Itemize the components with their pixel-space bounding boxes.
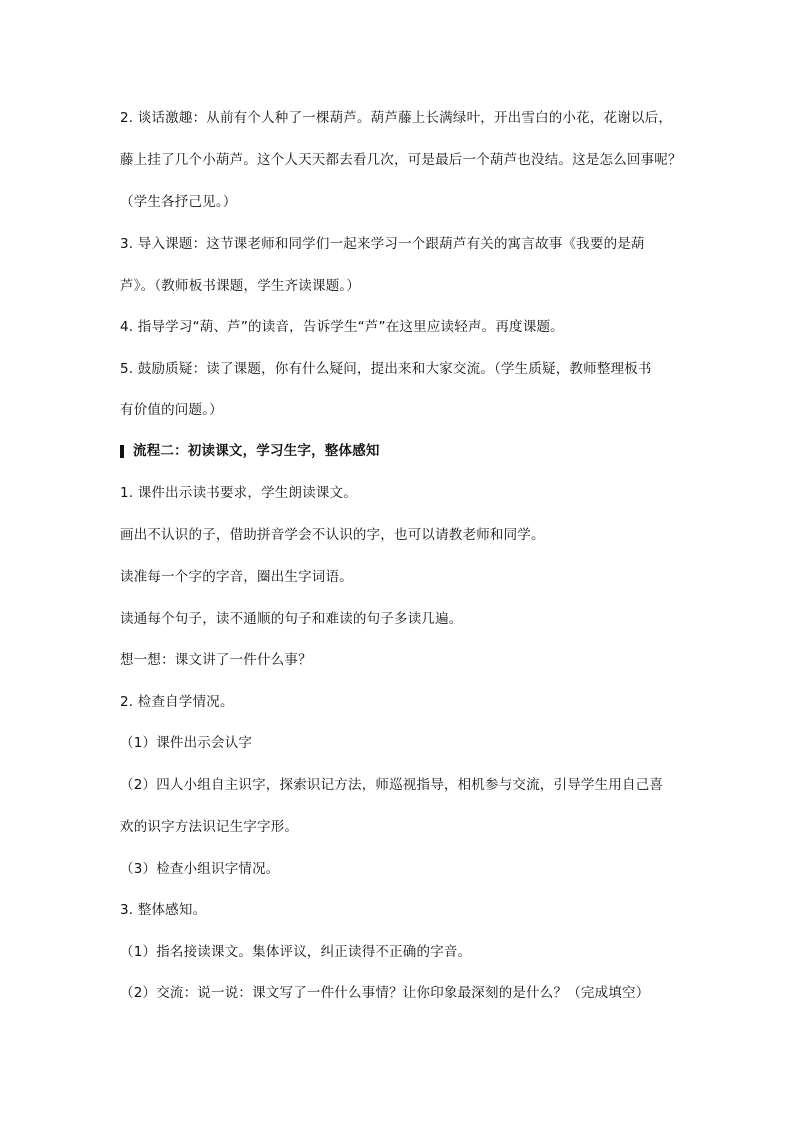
paragraph-line: 欢的识字方法识记生字字形。 — [120, 819, 299, 835]
paragraph-line: 画出不认识的子，借助拼音学会不认识的字，也可以请教老师和同学。 — [120, 527, 545, 543]
paragraph-line: 3. 整体感知。 — [120, 902, 207, 918]
paragraph-line: 有价值的问题。） — [120, 402, 223, 418]
paragraph-line: 想一想：课文讲了一件什么事？ — [120, 652, 312, 668]
paragraph-line: 藤上挂了几个小葫芦。这个人天天都去看几次，可是最后一个葫芦也没结。这是怎么回事呢？ — [120, 152, 682, 168]
section-heading: 流程二：初读课文，学习生字，整体感知 — [133, 443, 380, 459]
paragraph-line: （3）检查小组识字情况。 — [120, 861, 280, 877]
paragraph-line: 1. 课件出示读书要求，学生朗读课文。 — [120, 485, 357, 501]
paragraph-line: 读通每个句子，读不通顺的句子和难读的句子多读几遍。 — [120, 611, 463, 627]
paragraph-line: 3. 导入课题：这节课老师和同学们一起来学习一个跟葫芦有关的寓言故事《我要的是葫 — [120, 236, 645, 252]
paragraph-line: 5. 鼓励质疑：读了课题，你有什么疑问，提出来和大家交流。（学生质疑，教师整理板书 — [120, 361, 652, 377]
section-marker-icon — [120, 445, 124, 458]
paragraph-line: （1）课件出示会认字 — [120, 735, 253, 751]
paragraph-line: 2. 谈话激趣：从前有个人种了一棵葫芦。葫芦藤上长满绿叶，开出雪白的小花，花谢以后， — [120, 110, 673, 126]
paragraph-line: 芦》。（教师板书课题，学生齐读课题。） — [120, 278, 361, 294]
paragraph-line: （2）交流：说一说：课文写了一件什么事情？让你印象最深刻的是什么？（完成填空） — [120, 985, 650, 1001]
paragraph-line: 读准每一个字的字音，圈出生字词语。 — [120, 569, 353, 585]
paragraph-line: （学生各抒己见。） — [120, 194, 237, 210]
paragraph-line: （2）四人小组自主识字，探索识记方法，师巡视指导，相机参与交流，引导学生用自己喜 — [120, 777, 664, 793]
paragraph-line: 2. 检查自学情况。 — [120, 694, 234, 710]
paragraph-line: （1）指名接读课文。集体评议，纠正读得不正确的字音。 — [120, 944, 472, 960]
paragraph-line: 4. 指导学习“葫、芦”的读音，告诉学生“芦”在这里应读轻声。再度课题。 — [120, 319, 564, 335]
